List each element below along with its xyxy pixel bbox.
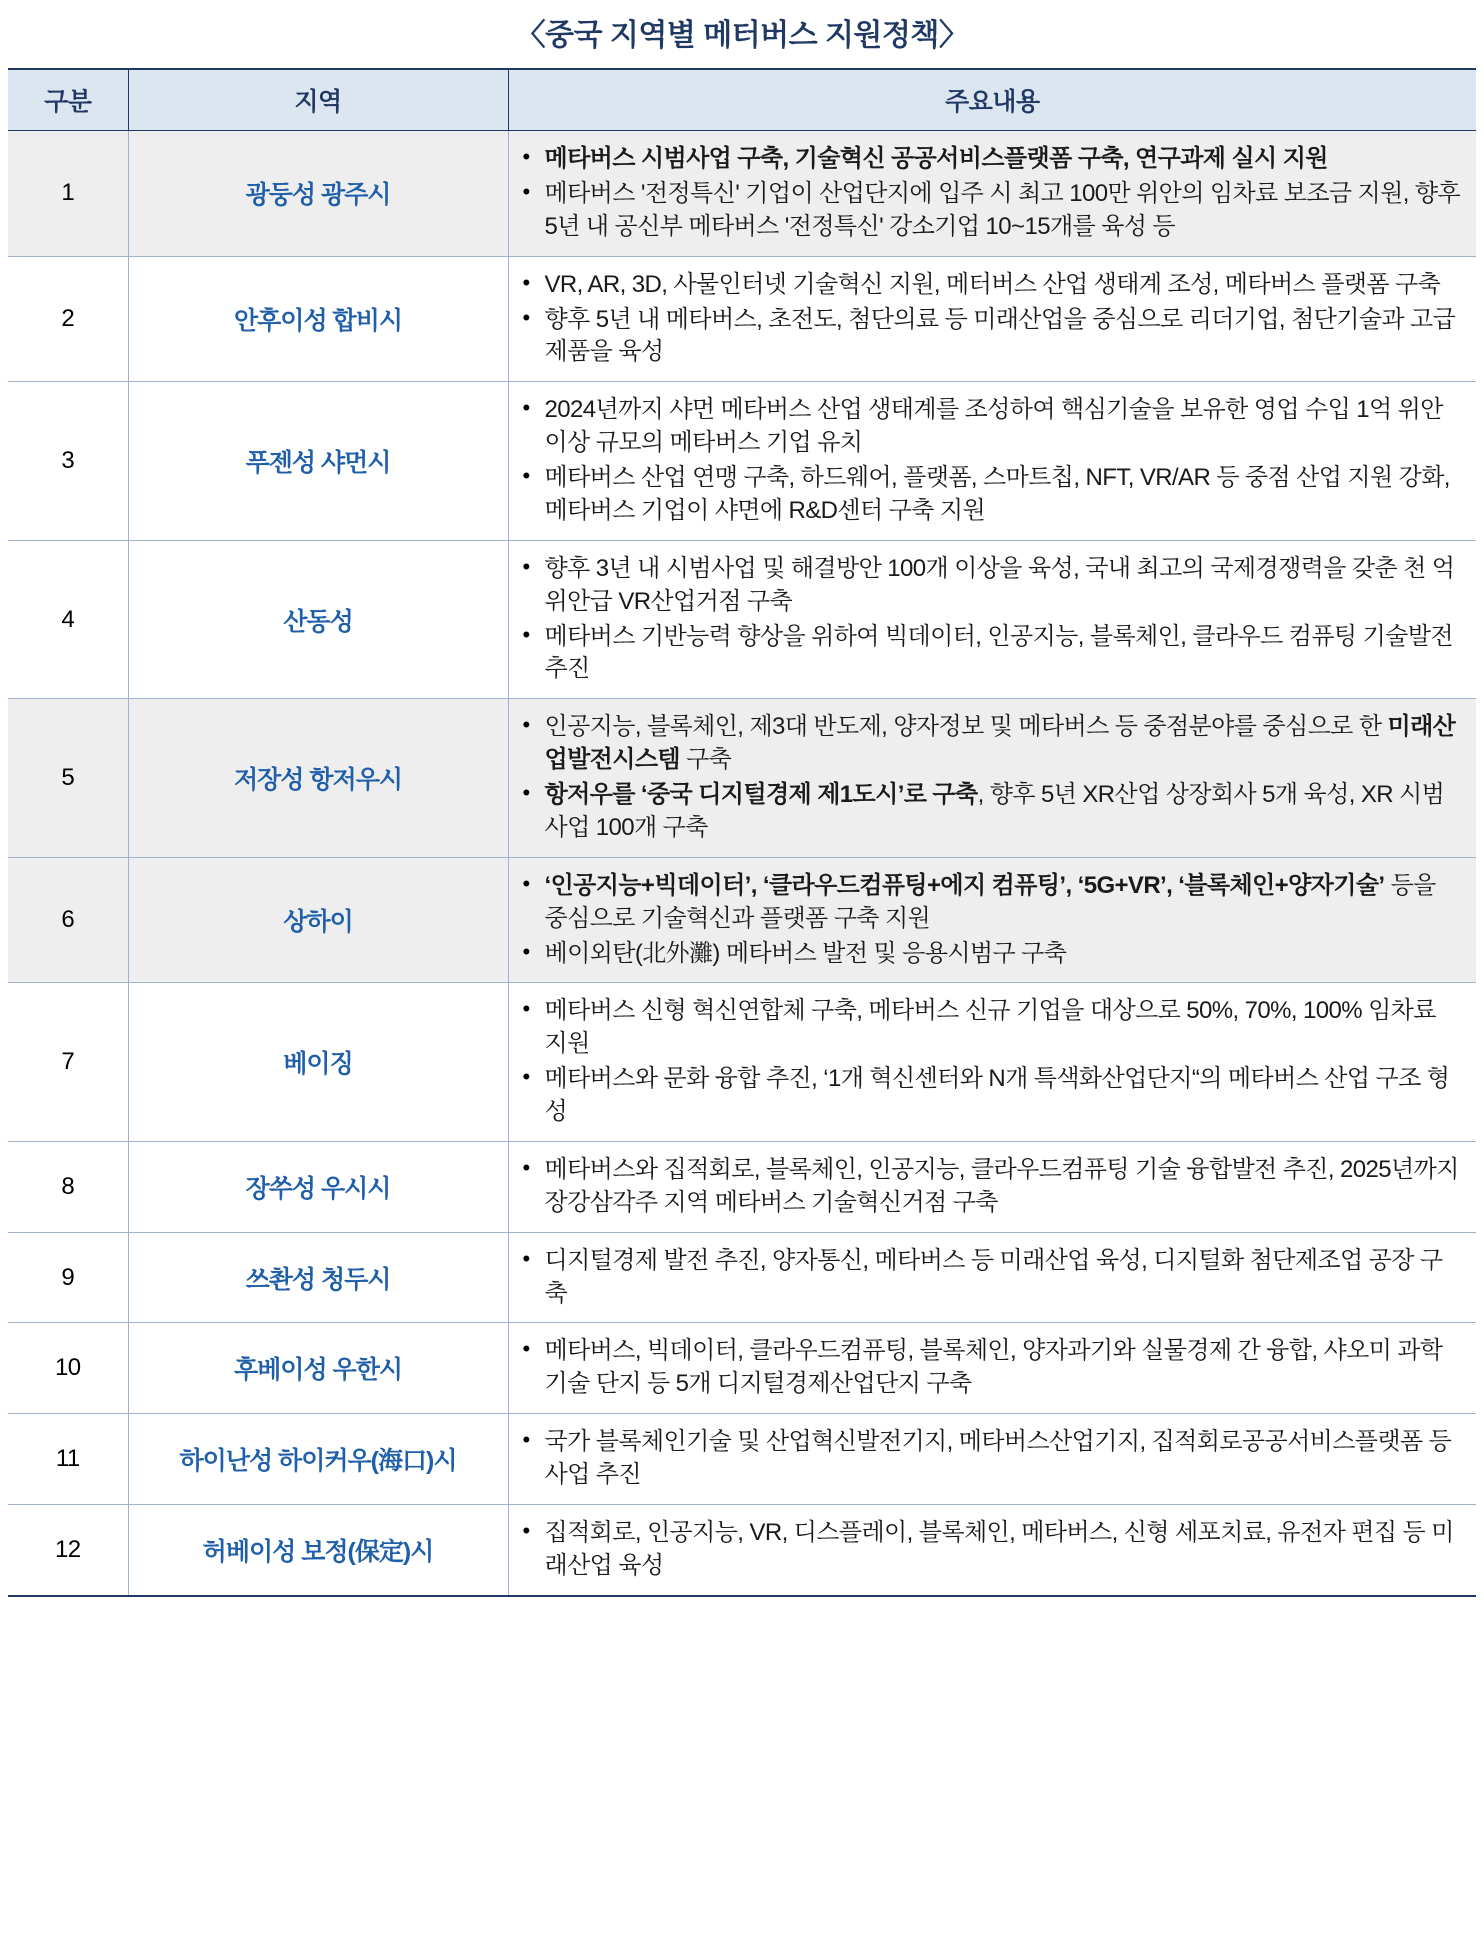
row-content [508, 1141, 1476, 1232]
bullet-list [517, 1517, 1463, 1583]
row-region: 베이징 [128, 983, 508, 1142]
bullet-list [517, 1426, 1463, 1492]
row-region: 광둥성 광주시 [128, 131, 508, 257]
bullet-item [517, 870, 1463, 936]
row-region: 저장성 항저우시 [128, 699, 508, 858]
bullet-list [517, 1335, 1463, 1401]
bullet-text: 국가 블록체인기술 및 산업혁신발전기지, 메타버스산업기지, 집적회로공공서비스플랫폼 등 사업 추진 [544, 1428, 1452, 1488]
row-region: 푸젠성 샤먼시 [128, 382, 508, 541]
bullet-text: 메타버스와 집적회로, 블록체인, 인공지능, 클라우드컴퓨팅 기술 융합발전 추진, 2025년까지 장강삼각주 지역 메타버스 기술혁신거점 구축 [544, 1155, 1459, 1216]
bullet-text: 베이외탄(北外灘) 메타버스 발전 및 응용시범구 구축 [544, 939, 1067, 967]
table-row [8, 1232, 1476, 1323]
row-region: 허베이성 보정(保定)시 [128, 1504, 508, 1595]
table-row [8, 1504, 1476, 1595]
row-region: 쓰촨성 청두시 [128, 1232, 508, 1323]
row-region: 장쑤성 우시시 [128, 1141, 508, 1232]
bullet-item [517, 1426, 1463, 1492]
bullet-item [517, 1154, 1463, 1220]
table-row [8, 1323, 1476, 1414]
bullet-list [517, 1245, 1463, 1311]
row-content [508, 1504, 1476, 1595]
bullet-text: VR, AR, 3D, 사물인터넷 기술혁신 지원, 메터버스 산업 생태계 조성, 메타버스 플랫폼 구축 [544, 270, 1441, 298]
row-content [508, 540, 1476, 699]
bullet-item [517, 304, 1463, 370]
row-number: 7 [8, 983, 128, 1142]
table-row [8, 1141, 1476, 1232]
bullet-text: 2024년까지 샤먼 메타버스 산업 생태계를 조성하여 핵심기술을 보유한 영업 수입 1억 위안 이상 규모의 메타버스 기업 유치 [544, 396, 1443, 457]
bullet-item [517, 711, 1463, 777]
bullet-item [517, 394, 1463, 460]
table-header [8, 69, 1476, 131]
bullet-list [517, 711, 1463, 845]
bullet-text: 집적회로, 인공지능, VR, 디스플레이, 블록체인, 메타버스, 신형 세포치료, 유전자 편집 등 미래산업 육성 [544, 1518, 1454, 1579]
table-row [8, 983, 1476, 1142]
table-row [8, 857, 1476, 983]
bullet-item [517, 1517, 1463, 1583]
bullet-list [517, 995, 1463, 1129]
table-row [8, 540, 1476, 699]
row-number: 3 [8, 382, 128, 541]
table-header-row [8, 69, 1476, 131]
bullet-item [517, 995, 1463, 1061]
column-header-region: 지역 [128, 69, 508, 131]
bullet-text: 인공지능, 블록체인, 제3대 반도제, 양자정보 및 메타버스 등 중점분야를 중심으로 한 [544, 713, 1388, 741]
bullet-text: 미래산업발전시스템 [544, 713, 1456, 774]
table-row [8, 131, 1476, 257]
bullet-item [517, 621, 1463, 687]
table-row [8, 699, 1476, 858]
bullet-item [517, 1245, 1463, 1311]
bullet-text: 메타버스 신형 혁신연합체 구축, 메타버스 신규 기업을 대상으로 50%, 70%, 100% 임차료 지원 [544, 997, 1436, 1058]
bullet-text: 구축 [680, 746, 732, 774]
bullet-text: 메타버스 산업 연맹 구축, 하드웨어, 플랫폼, 스마트칩, NFT, VR/AR 등 중점 산업 지원 강화, 메타버스 기업이 샤면에 R&D센터 구축 지원 [544, 464, 1450, 524]
page-title: 〈중국 지역별 메터버스 지원정책〉 [515, 19, 969, 52]
bullet-list [517, 269, 1463, 370]
row-number: 11 [8, 1414, 128, 1505]
bullet-list [517, 870, 1463, 971]
bullet-item [517, 938, 1463, 971]
bullet-item [517, 1335, 1463, 1401]
bullet-text: 메타버스 시범사업 구축, 기술혁신 공공서비스플랫폼 구축, 연구과제 실시 지원 [544, 145, 1328, 172]
bullet-text: 향후 5년 내 메타버스, 초전도, 첨단의료 등 미래산업을 중심으로 리더기업, 첨단기술과 고급제품을 육성 [544, 305, 1456, 366]
bullet-item [517, 462, 1463, 528]
bullet-text: ‘인공지능+빅데이터’, ‘클라우드컴퓨팅+에지 컴퓨팅’, ‘5G+VR’, ‘블록체인+양자기술’ [544, 871, 1385, 899]
row-number: 2 [8, 256, 128, 382]
table-row [8, 382, 1476, 541]
row-content [508, 1323, 1476, 1414]
policy-table [8, 68, 1476, 1597]
row-content [508, 1414, 1476, 1505]
bullet-text: 메타버스 '전정특신' 기업이 산업단지에 입주 시 최고 100만 위안의 임차료 보조금 지원, 향후 5년 내 공신부 메타버스 '전정특신' 강소기업 10~15개를 육성 등 [544, 179, 1461, 240]
column-header-content: 주요내용 [508, 69, 1476, 131]
row-number: 8 [8, 1141, 128, 1232]
row-number: 5 [8, 699, 128, 858]
row-region: 안후이성 합비시 [128, 256, 508, 382]
row-content [508, 256, 1476, 382]
bullet-item [517, 269, 1463, 302]
bullet-text: 향후 3년 내 시범사업 및 해결방안 100개 이상을 육성, 국내 최고의 국제경쟁력을 갖춘 천 억 위안급 VR산업거점 구축 [544, 554, 1455, 615]
bullet-text: 메타버스와 문화 융합 추진, ‘1개 혁신센터와 N개 특색화산업단지“의 메타버스 산업 구조 형성 [544, 1065, 1450, 1125]
row-number: 10 [8, 1323, 128, 1414]
row-region: 후베이성 우한시 [128, 1323, 508, 1414]
row-region: 하이난성 하이커우(海口)시 [128, 1414, 508, 1505]
row-content [508, 382, 1476, 541]
column-header-no: 구분 [8, 69, 128, 131]
bullet-item [517, 1063, 1463, 1129]
bullet-item [517, 553, 1463, 619]
bullet-text: 메타버스, 빅데이터, 클라우드컴퓨팅, 블록체인, 양자과기와 실물경제 간 융합, 샤오미 과학기술 단지 등 5개 디지털경제산업단지 구축 [544, 1337, 1443, 1398]
row-content [508, 699, 1476, 858]
bullet-text: 등을 중심으로 기술혁신과 플랫폼 구축 지원 [544, 871, 1436, 932]
table-body [8, 131, 1476, 1596]
row-region: 상하이 [128, 857, 508, 983]
bullet-list [517, 394, 1463, 528]
row-content [508, 857, 1476, 983]
bullet-text: 메타버스 기반능력 향상을 위하여 빅데이터, 인공지능, 블록체인, 클라우드 컴퓨팅 기술발전 추진 [544, 622, 1453, 683]
bullet-item [517, 143, 1463, 176]
row-content [508, 1232, 1476, 1323]
bullet-list [517, 553, 1463, 687]
table-row [8, 256, 1476, 382]
row-content [508, 983, 1476, 1142]
bullet-list [517, 143, 1463, 244]
row-number: 9 [8, 1232, 128, 1323]
bullet-text: , 향후 5년 XR산업 상장회사 5개 육성, XR 시범사업 100개 구축 [544, 781, 1445, 841]
bullet-text: 항저우를 ‘중국 디지털경제 제1도시’로 구축 [544, 781, 978, 808]
row-content [508, 131, 1476, 257]
row-number: 1 [8, 131, 128, 257]
bullet-list [517, 1154, 1463, 1220]
bullet-text: 디지털경제 발전 추진, 양자통신, 메타버스 등 미래산업 육성, 디지털화 첨단제조업 공장 구축 [544, 1246, 1443, 1307]
bullet-item [517, 178, 1463, 244]
row-number: 4 [8, 540, 128, 699]
row-number: 6 [8, 857, 128, 983]
row-region: 산동성 [128, 540, 508, 699]
table-row [8, 1414, 1476, 1505]
row-number: 12 [8, 1504, 128, 1595]
bullet-item [517, 779, 1463, 845]
